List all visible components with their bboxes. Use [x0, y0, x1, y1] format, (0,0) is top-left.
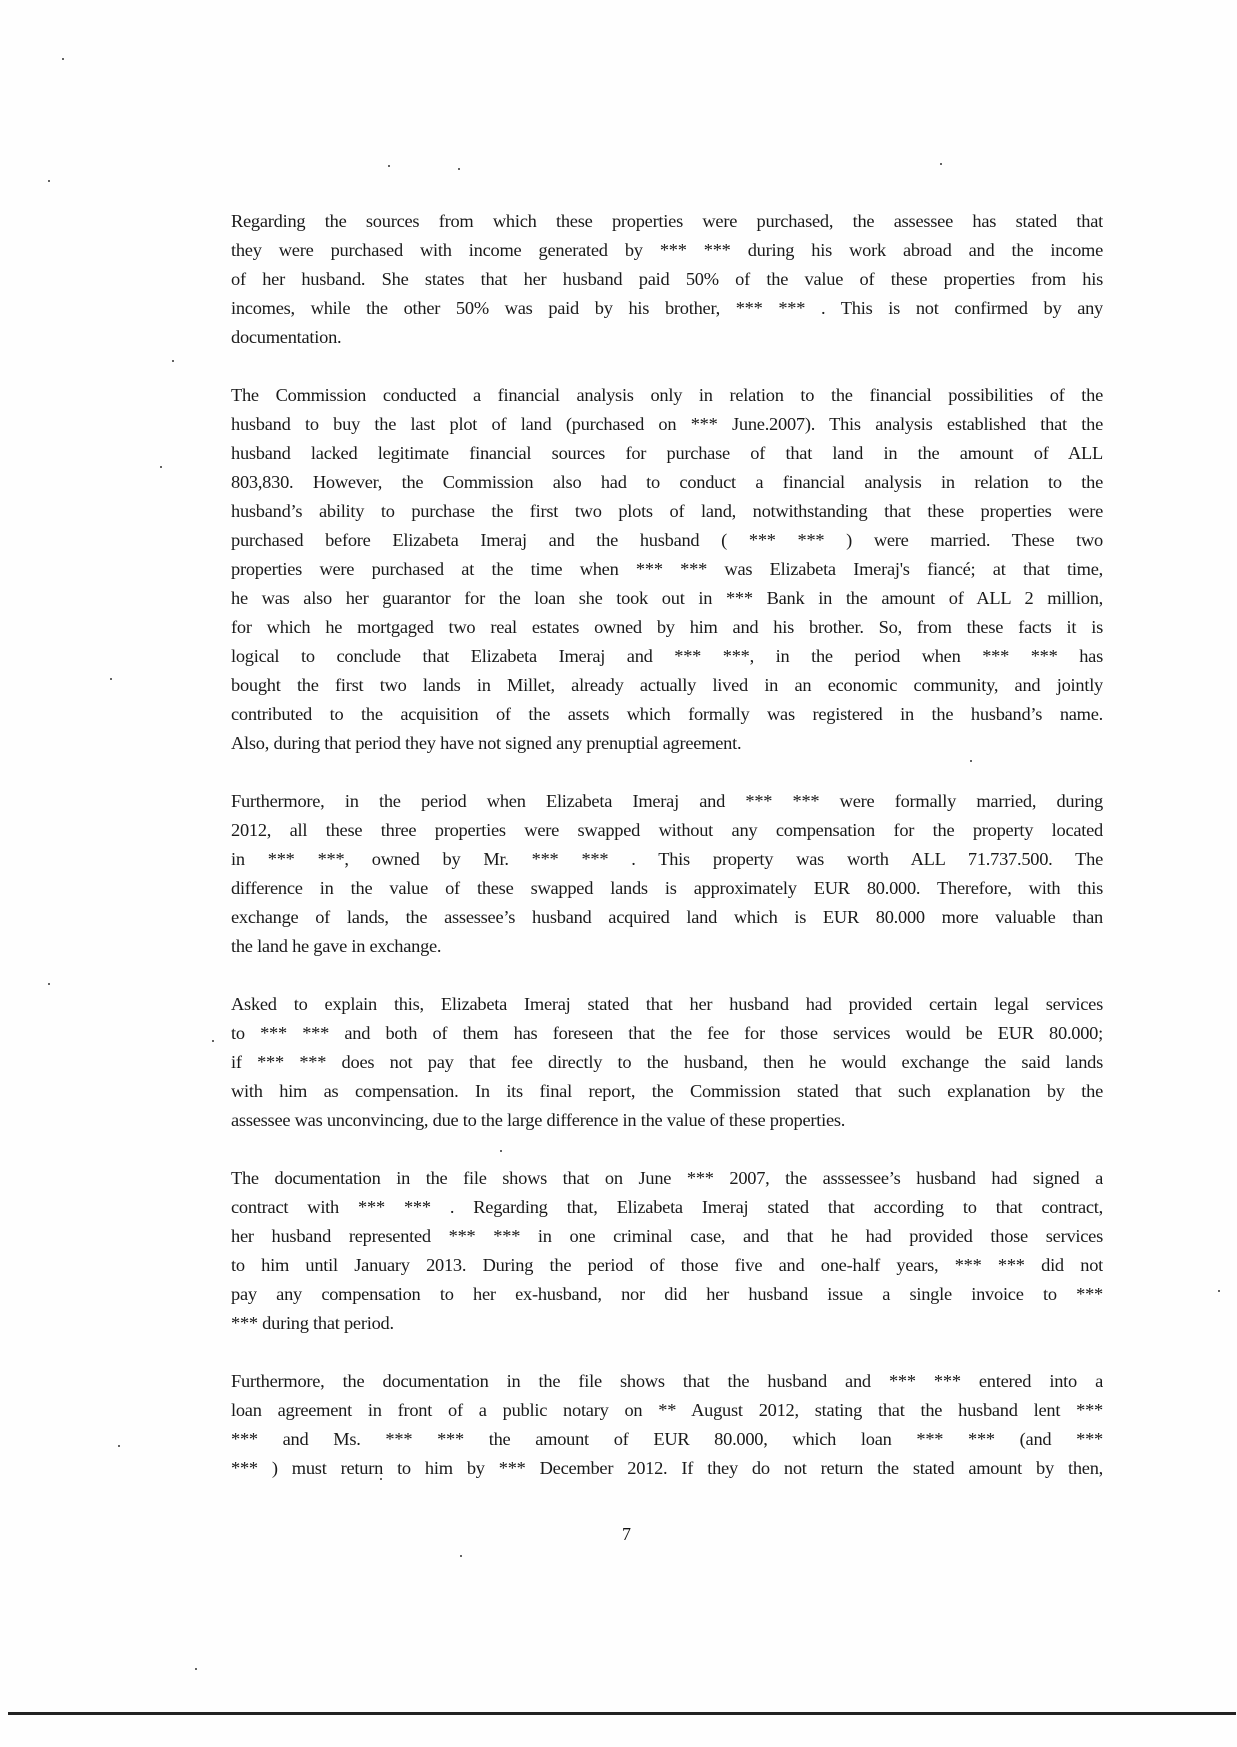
text-line: exchange of lands, the assessee’s husband acquired land which is EUR 80.000 more valuable than	[231, 907, 1103, 927]
scan-speck	[110, 678, 112, 680]
text-line: the land he gave in exchange.	[231, 936, 442, 956]
text-line: properties were purchased at the time when *** *** was Elizabeta Imeraj's fiancé; at that time,	[231, 559, 1103, 579]
text-line: Asked to explain this, Elizabeta Imeraj stated that her husband had provided certain legal services	[231, 994, 1103, 1014]
text-line: loan agreement in front of a public notary on ** August 2012, stating that the husband lent ***	[231, 1400, 1103, 1420]
text-line: *** ) must return to him by *** December 2012. If they do not return the stated amount by then,	[231, 1458, 1103, 1478]
scan-speck	[460, 1555, 462, 1557]
text-line: pay any compensation to her ex-husband, nor did her husband issue a single invoice to ***	[231, 1284, 1103, 1304]
text-line: 2012, all these three properties were swapped without any compensation for the property located	[231, 820, 1103, 840]
paragraph-loan	[231, 1367, 1103, 1483]
scan-speck	[1218, 1290, 1220, 1292]
page-number: 7	[622, 1524, 631, 1544]
text-line: incomes, while the other 50% was paid by his brother, *** *** . This is not confirmed by any	[231, 298, 1103, 318]
text-line: The Commission conducted a financial analysis only in relation to the financial possibilities of the	[231, 385, 1103, 405]
text-line: with him as compensation. In its final report, the Commission stated that such explanation by the	[231, 1081, 1103, 1101]
text-line: documentation.	[231, 327, 342, 347]
text-line: contract with *** *** . Regarding that, Elizabeta Imeraj stated that according to that contract,	[231, 1197, 1103, 1217]
scan-speck	[388, 165, 390, 167]
scan-speck	[118, 1445, 120, 1447]
paragraph-explanation	[231, 990, 1103, 1135]
scan-speck	[940, 163, 942, 165]
text-line: of her husband. She states that her husband paid 50% of the value of these properties from his	[231, 269, 1103, 289]
paragraph-swap	[231, 787, 1103, 961]
text-line: if *** *** does not pay that fee directly to the husband, then he would exchange the said lands	[231, 1052, 1103, 1072]
scan-speck	[195, 1668, 197, 1670]
text-line: in *** ***, owned by Mr. *** *** . This property was worth ALL 71.737.500. The	[231, 849, 1103, 869]
text-line: 803,830. However, the Commission also had to conduct a financial analysis in relation to the	[231, 472, 1103, 492]
scan-speck	[48, 983, 50, 985]
text-line: to him until January 2013. During the period of those five and one-half years, *** *** did not	[231, 1255, 1103, 1275]
scan-speck	[458, 168, 460, 170]
text-line: for which he mortgaged two real estates owned by him and his brother. So, from these facts it is	[231, 617, 1103, 637]
footer-rule	[8, 1712, 1236, 1715]
text-line: Also, during that period they have not signed any prenuptial agreement.	[231, 733, 742, 753]
text-line: logical to conclude that Elizabeta Imeraj and *** ***, in the period when *** *** has	[231, 646, 1103, 666]
scan-speck	[172, 360, 174, 362]
text-line: her husband represented *** *** in one criminal case, and that he had provided those services	[231, 1226, 1103, 1246]
paragraph-contract	[231, 1164, 1103, 1338]
text-line: Furthermore, in the period when Elizabeta Imeraj and *** *** were formally married, during	[231, 791, 1103, 811]
text-line: to *** *** and both of them has foreseen that the fee for those services would be EUR 80.000;	[231, 1023, 1103, 1043]
text-line: The documentation in the file shows that on June *** 2007, the asssessee’s husband had signed a	[231, 1168, 1103, 1188]
text-line: Furthermore, the documentation in the file shows that the husband and *** *** entered into a	[231, 1371, 1103, 1391]
text-line: husband lacked legitimate financial sources for purchase of that land in the amount of ALL	[231, 443, 1103, 463]
scan-speck	[212, 1040, 214, 1042]
text-line: Regarding the sources from which these properties were purchased, the assessee has stated that	[231, 211, 1103, 231]
scan-speck	[160, 466, 162, 468]
text-line: purchased before Elizabeta Imeraj and the husband ( *** *** ) were married. These two	[231, 530, 1103, 550]
text-line: husband’s ability to purchase the first two plots of land, notwithstanding that these properties were	[231, 501, 1103, 521]
document-body	[231, 207, 1103, 1512]
scan-speck	[48, 180, 50, 182]
scan-speck	[62, 58, 64, 60]
text-line: *** and Ms. *** *** the amount of EUR 80.000, which loan *** *** (and ***	[231, 1429, 1103, 1449]
text-line: *** during that period.	[231, 1313, 394, 1333]
text-line: husband to buy the last plot of land (purchased on *** June.2007). This analysis established that the	[231, 414, 1103, 434]
text-line: he was also her guarantor for the loan she took out in *** Bank in the amount of ALL 2 million,	[231, 588, 1103, 608]
paragraph-sources	[231, 207, 1103, 352]
paragraph-financial-analysis	[231, 381, 1103, 758]
text-line: difference in the value of these swapped lands is approximately EUR 80.000. Therefore, with this	[231, 878, 1103, 898]
text-line: they were purchased with income generated by *** *** during his work abroad and the income	[231, 240, 1103, 260]
text-line: bought the first two lands in Millet, already actually lived in an economic community, and jointly	[231, 675, 1103, 695]
text-line: contributed to the acquisition of the assets which formally was registered in the husband’s name.	[231, 704, 1103, 724]
text-line: assessee was unconvincing, due to the large difference in the value of these properties.	[231, 1110, 846, 1130]
